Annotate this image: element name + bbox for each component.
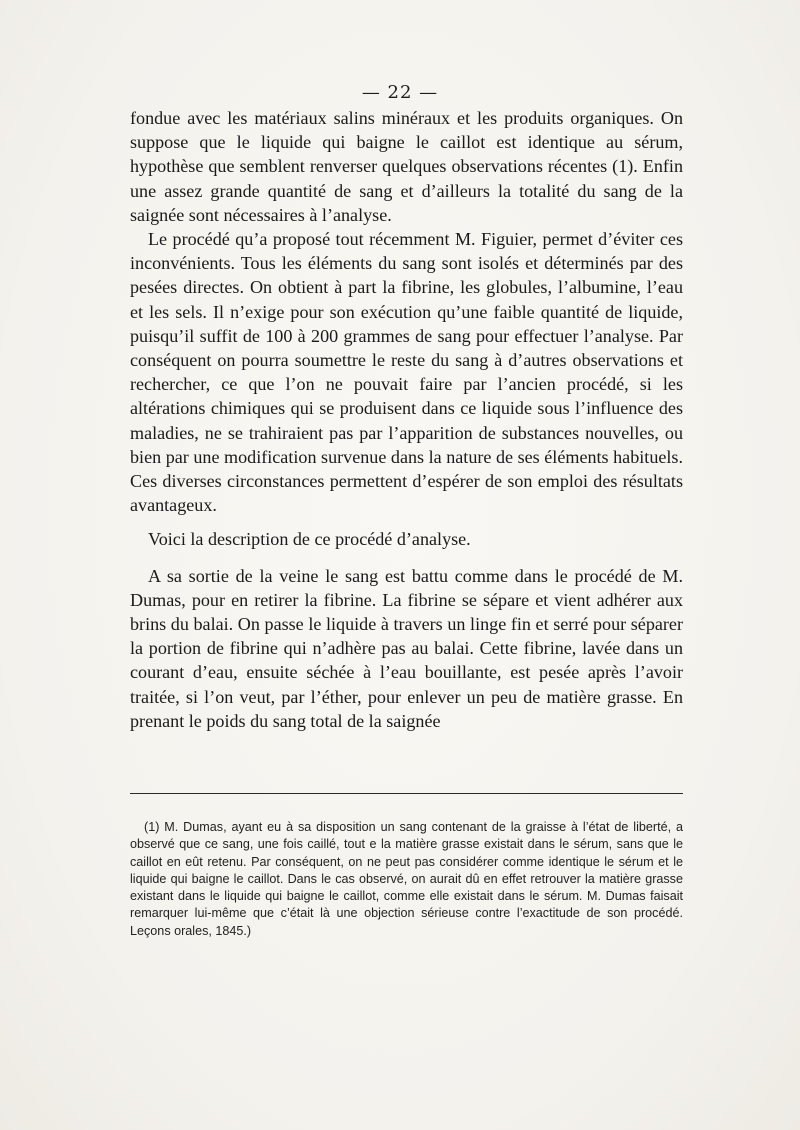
paragraph-continuation: fondue avec les matériaux salins minéraux et les produits organiques. On suppose que le liquide qui baigne le caillot est identique au sérum, hypothèse que semblent renverser quelques observations récentes (1). Enfin une assez grande quantité de sang et d’ailleurs la totalité du sang de la saignée sont nécessaires à l’analyse.: [130, 108, 683, 225]
footnote-separator: [130, 793, 683, 794]
footnote: [130, 819, 683, 940]
paragraph-figuier-procedure: Le procédé qu’a proposé tout récemment M. Figuier, permet d’éviter ces inconvénients. Tous les éléments du sang sont isolés et déterminés par des pesées directes. On obtient à part la fibrine, les globules, l’albumine, l’eau et les sels. Il n’exige pour son exécution qu’une faible quantité de liquide, puisqu’il suffit de 100 à 200 grammes de sang pour effectuer l’analyse. Par conséquent on pourra soumettre le reste du sang à d’autres observations et rechercher, ce que l’on ne pouvait faire par l’ancien procédé, si les altérations chimiques qui se produisent dans ce liquide sous l’influence des maladies, ne se trahiraient pas par l’apparition de substances nouvelles, ou bien par une modification survenue dans la nature de ses éléments habituels. Ces diverses circonstances permettent d’espérer de son emploi des résultats avantageux.: [130, 229, 683, 516]
body-text: [130, 106, 683, 733]
paragraph-description-intro: Voici la description de ce procédé d’analyse.: [148, 529, 471, 550]
footnote-text: (1) M. Dumas, ayant eu à sa disposition un sang contenant de la graisse à l’état de liberté, a observé que ce sang, une fois caillé, tout e la matière grasse existait dans le sérum, sans que le caillot en eût retenu. Par conséquent, on ne peut pas considérer comme identique le sérum et le liquide qui baigne le caillot. Dans le cas observé, on aurait dû en effet retrouver la matière grasse existant dans le liquide qui baigne le caillot, comme elle existait dans le sérum. M. Dumas faisait remarquer lui-même que c’était là une objection sérieuse contre l’exactitude de son procédé. Leçons orales, 1845.): [130, 820, 683, 938]
paragraph-fibrine-separation: A sa sortie de la veine le sang est battu comme dans le procédé de M. Dumas, pour en retirer la fibrine. La fibrine se sépare et vient adhérer aux brins du balai. On passe le liquide à travers un linge fin et serré pour séparer la portion de fibrine qui n’adhère pas au balai. Cette fibrine, lavée dans un courant d’eau, ensuite séchée à l’eau bouillante, est pesée après l’avoir traitée, si l’on veut, par l’éther, pour enlever un peu de matière grasse. En prenant le poids du sang total de la saignée: [130, 565, 683, 731]
page-number: — 22 —: [361, 82, 439, 103]
